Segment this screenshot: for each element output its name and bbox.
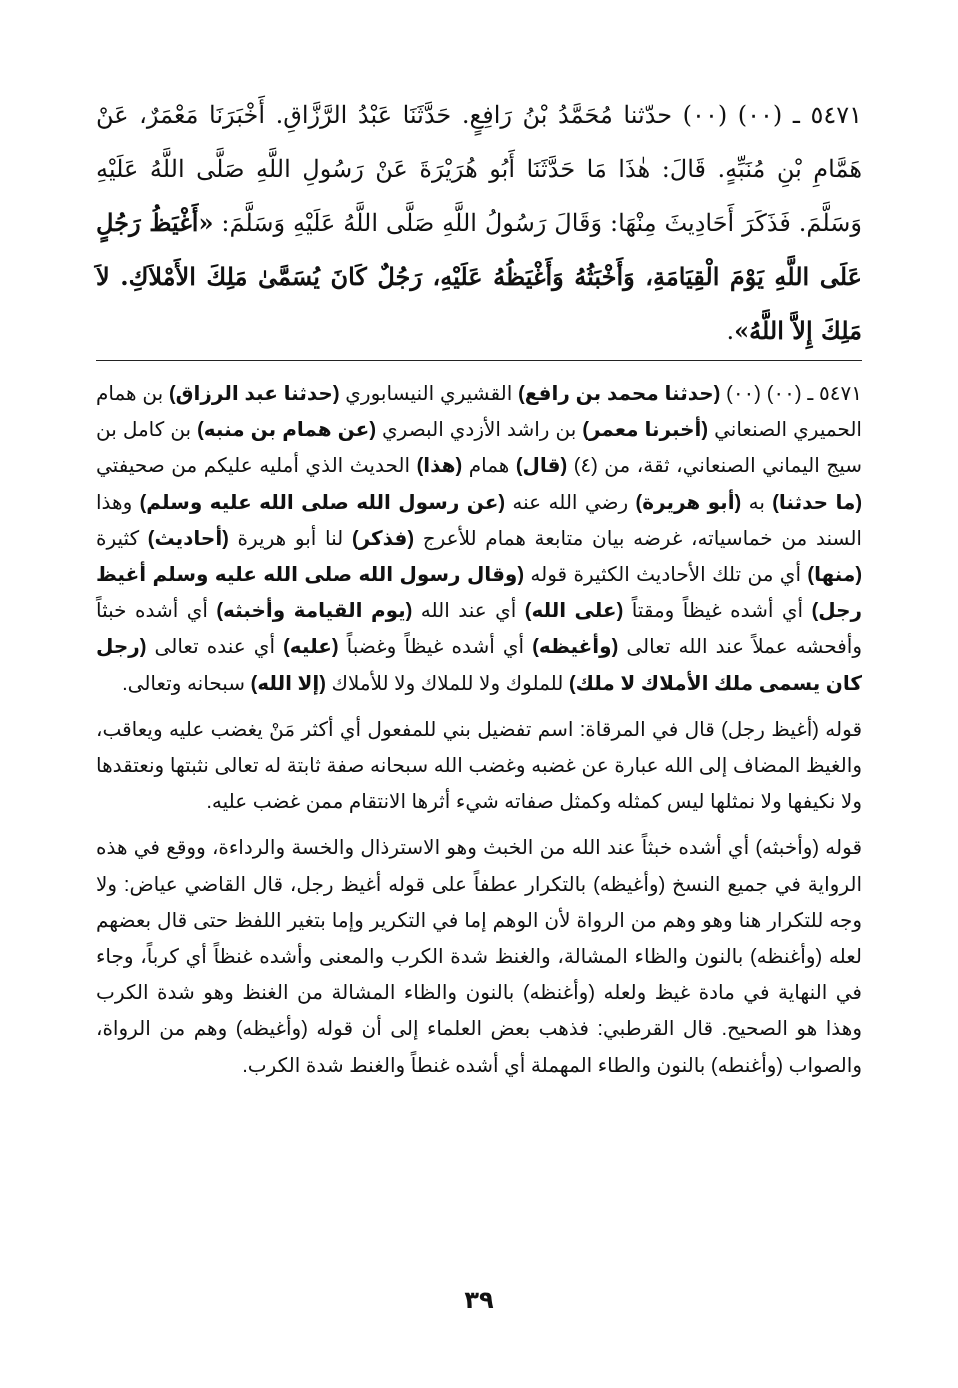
bold-quote: (عن همام بن منبه) (197, 419, 376, 442)
bold-quote: (على الله) (524, 600, 624, 623)
commentary-text: وهذا السند من خماسياته، غرضه بيان متابعة همام للأعرج (96, 491, 862, 550)
commentary-text: القشيري النيسابوري (339, 383, 519, 405)
bold-quote: (أخبرنا معمر) (582, 419, 709, 442)
commentary-text: بن كامل بن سيج اليماني الصنعاني، ثقة، من (٤) (96, 419, 863, 478)
bold-quote: (أبو هريرة) (635, 491, 742, 514)
hadith-matn: «أَغْيَظُ رَجُلٍ عَلَى اللَّهِ يَوْمَ الْقِيَامَةِ، وَأَخْبَثُهُ وَأَغْيَظُهُ عَلَيْهِ، رَجُلٌ كَانَ يُسَمَّىٰ مَلِكَ الأَمْلاَكِ. لاَ مَلِكَ إِلاَّ اللَّهُ» (96, 208, 862, 345)
section-divider (96, 360, 862, 361)
commentary-text: قوله (أغيظ رجل) قال في المرقاة: اسم تفضيل بني للمفعول أي أكثر مَنْ يغضب عليه ويعاقب، والغيظ المضاف إلى الله عبارة عن غضبه وغضب الله سبحانه صفة ثابتة له تعالى نثبتها ونعتقدها ولا نكيفها ولا نمثلها ليس كمثله وكمثل صفاته شيء أثرها الانتقام ممن غضب عليه. (96, 718, 863, 814)
commentary-text: أي من تلك الأحاديث الكثيرة قوله (524, 564, 808, 587)
hadith-end: . (726, 317, 735, 345)
commentary-text: أي عنده تعالى (146, 636, 284, 659)
bold-quote: (ما حدثنا) (772, 491, 863, 514)
commentary-text: قوله (وأخبثه) أي أشده خبثاً عند الله من الخبث وهو الاسترذال والخسة والرداءة، ووقع في هذه الرواية في جميع النسخ (وأغيظه) بالتكرار عطفاً على قوله أغيظ رجل، قال القاضي عياض: ولا وجه للتكرار هنا وهو وهم من الرواة لأن الوهم إما في التكرير وإما بتغير اللفظ حتى قال بعضهم لعله (وأغنظه) بالنون والظاء المشالة، والغنظ شدة الكرب والمعنى وأشده غنظاً أي كرباً، وجاء في النهاية في مادة غيظ ولعله (وأغنظه) بالنون والظاء المشالة من الغنظ وهو شدة الكرب وهذا هو الصحيح. قال القرطبي: فذهب بعض العلماء إلى أن قوله (وأغيظه) وهم من الرواة، والصواب (وأغنطه) بالنون والطاء المهملة أي أشده غنطاً والغنط شدة الكرب. (96, 837, 863, 1077)
commentary-text: كثيرة (96, 527, 148, 550)
commentary-paragraph-3 (96, 830, 862, 1083)
bold-quote: (هذا) (416, 455, 463, 478)
commentary-text: أي عند الله (412, 600, 525, 623)
page-number: ٣٩ (464, 1286, 494, 1314)
hadith-isnad: حدّثنا مُحَمَّدُ بْنُ رَافِعٍ. حَدَّثَنَا عَبْدُ الرَّزَّاقِ. أَخْبَرَنَا مَعْمَرٌ، عَنْ هَمَّامِ بْنِ مُنَبِّهٍ. قَالَ: هٰذَا مَا حَدَّثَنَا أَبُو هُرَيْرَةَ عَنْ رَسُولِ اللَّهِ صَلَّى اللَّهُ عَلَيْهِ وَسَلَّمَ. فَذَكَرَ أَحَادِيثَ مِنْهَا: وَقَالَ رَسُولُ اللَّهِ صَلَّى اللَّهُ عَلَيْهِ وَسَلَّمَ: (96, 101, 862, 237)
bold-quote: (إلا الله) (250, 672, 326, 695)
hadith-text (96, 88, 862, 358)
commentary-text: رضي الله عنه (505, 491, 636, 514)
bold-quote: (عن رسول الله صلى الله عليه وسلم) (139, 491, 506, 514)
bold-quote: (منها) (807, 564, 862, 587)
commentary-text: لنا أبو هريرة (228, 527, 352, 550)
commentary-paragraph-2 (96, 712, 862, 821)
bold-quote: (عليه) (283, 636, 339, 659)
commentary-text: به (741, 491, 773, 514)
commentary-text: بن همام الحميري الصنعاني (96, 383, 862, 442)
bold-quote: (فذكر) (351, 527, 414, 550)
bold-quote: (وقال رسول الله صلى الله عليه وسلم أغيظ رجل) (96, 564, 863, 623)
commentary (96, 376, 862, 1084)
bold-quote: (حدثنا محمد بن رافع) (518, 383, 721, 405)
bold-quote: (يوم القيامة وأخبثه) (216, 600, 413, 623)
commentary-text: الحديث الذي أمليه عليكم من صحيفتي (96, 455, 417, 478)
commentary-text: للملوك ولا للملاك ولا للأملاك (325, 672, 569, 695)
commentary-paragraph-1 (96, 376, 862, 702)
hadith-number: ٥٤٧١ ـ (٠٠) (٠٠) (672, 101, 862, 129)
commentary-text: سبحانه وتعالى. (122, 672, 251, 695)
commentary-text: أي أشده خبثاً وأفحشه عملاً عند الله تعالى (96, 600, 862, 659)
commentary-text: أي أشده غيظاً وغضباً (338, 636, 533, 659)
commentary-text: ٥٤٧١ ـ (٠٠) (٠٠) (720, 383, 862, 405)
bold-quote: (رجل كان يسمى ملك الأملاك لا ملك) (96, 636, 862, 695)
commentary-text: أي أشده غيظاً ومقتاً (623, 600, 812, 623)
commentary-text: بن راشد الأزدي البصري (376, 419, 583, 442)
bold-quote: (وأغيظه) (532, 636, 619, 659)
bold-quote: (أحاديث) (147, 527, 229, 550)
bold-quote: (حدثنا عبد الرزاق) (168, 383, 340, 405)
bold-quote: (قال) (515, 455, 568, 478)
commentary-text: همام (462, 455, 516, 478)
